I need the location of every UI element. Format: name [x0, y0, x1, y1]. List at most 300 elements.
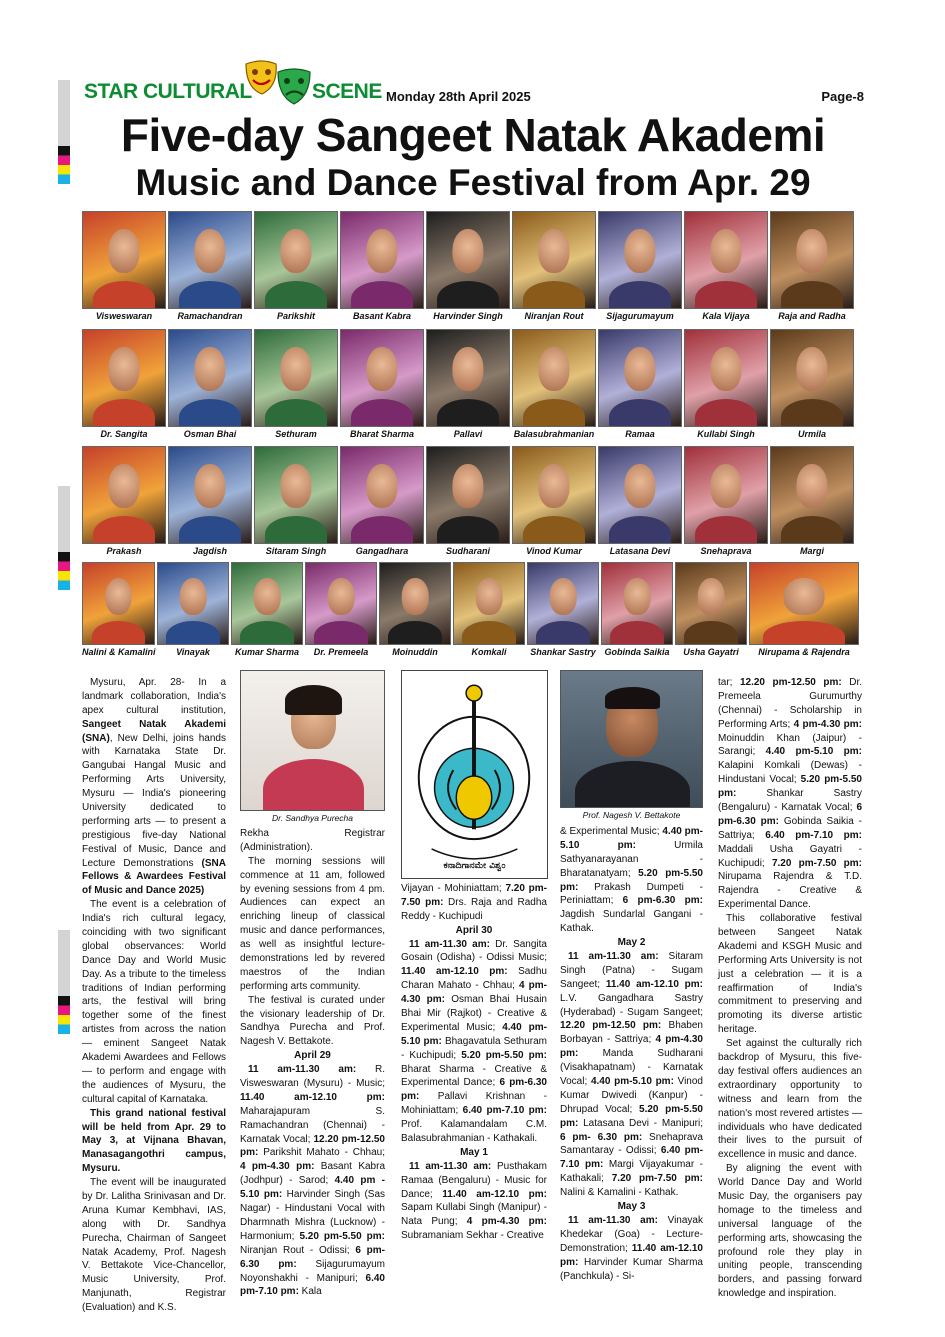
article-bold: Sangeet Natak Akademi (SNA): [82, 718, 226, 744]
artist-name-caption: Ramaa: [625, 429, 655, 439]
artist-photo: [598, 211, 682, 309]
schedule-list: [560, 950, 703, 1200]
schedule-entry: Parikshit Mahato - Chhau;: [258, 1147, 385, 1159]
artist-face: [254, 578, 281, 615]
schedule-heading: April 29: [294, 1050, 331, 1062]
artist-body: [166, 621, 219, 645]
article-paragraph: The event will be inaugurated by Dr. Lalitha Srinivasan and Dr. Aruna Kumar Kembhavi, IAS, along with Dr. Sandhya Purecha, Chairman of Sangeet Natak Academy, Prof. Nagesh V. Bettakote Vice-Chancellor, Music University, Prof. Manjunath, Registrar (Evaluation) and K.S.: [82, 1177, 226, 1314]
artist-name-caption: Osman Bhai: [183, 429, 237, 439]
artist-name-caption: Basant Kabra: [352, 311, 412, 321]
artist-name-caption: Ramachandran: [177, 311, 243, 321]
artist-face: [698, 578, 725, 615]
schedule-time: 5.20 pm-5.50 pm:: [299, 1230, 385, 1242]
artist-photo: [675, 562, 747, 645]
artist-photo-card: [770, 446, 854, 556]
schedule-time: 6.40 pm-7.10 pm:: [240, 1272, 385, 1298]
schedule-time: 12.20 pm-12.50 pm:: [240, 1133, 385, 1159]
artist-body: [684, 621, 737, 645]
schedule-time: 11.40 am-12.10 pm:: [560, 1242, 703, 1268]
schedule-entry: Moinuddin Khan (Jaipur) - Sarangi;: [718, 732, 862, 758]
schedule-time: 11 am-11.30 am:: [409, 1160, 492, 1172]
schedule-time: 4.40 pm-5.10 pm:: [765, 746, 862, 758]
artist-photo: [168, 446, 252, 544]
artist-photo-card: [512, 329, 596, 439]
artist-body: [610, 621, 663, 645]
schedule-entry: Maddali Usha Gayatri - Kuchipudi;: [718, 843, 862, 869]
artist-photo-card: [598, 211, 682, 321]
artist-face: [538, 347, 569, 391]
artist-face: [783, 578, 824, 615]
artist-body: [437, 399, 499, 427]
artist-name-caption: Prakash: [106, 546, 142, 556]
artist-photo: [157, 562, 229, 645]
artist-photo-card: [426, 211, 510, 321]
artist-body: [179, 516, 241, 544]
artist-name-caption: Komkali: [471, 647, 507, 657]
artist-name-caption: Harvinder Singh: [433, 311, 503, 321]
schedule-entry: Jagdish Sundarlal Gangani - Kathak.: [560, 909, 703, 935]
schedule-entry: Vinayak Khedekar (Goa) - Lecture-Demonstration;: [560, 1214, 703, 1254]
artist-photo-card: [770, 211, 854, 321]
schedule-time: 4 pm-4.30 pm:: [560, 1034, 703, 1060]
artist-photo: [305, 562, 377, 645]
photo-row-4: [82, 562, 859, 657]
artist-name-caption: Gobinda Saikia: [604, 647, 670, 657]
artist-name-caption: Niranjan Rout: [524, 311, 584, 321]
schedule-time: 11 am-11.30 am:: [568, 1214, 658, 1226]
schedule-time: 7.20 pm-7.50 pm:: [611, 1173, 703, 1185]
schedule-time: 4 pm-4.30 pm:: [793, 718, 862, 730]
artist-name-caption: Sitaram Singh: [265, 546, 327, 556]
artist-name-caption: Jagdish: [192, 546, 227, 556]
artist-photo-card: [601, 562, 673, 657]
schedule-time: 12.20 pm-12.50 pm:: [739, 677, 842, 688]
artist-photo: [340, 446, 424, 544]
artist-body: [93, 281, 155, 309]
artist-face: [710, 464, 741, 508]
artist-photo-card: [749, 562, 859, 657]
schedule-time: 4.40 pm-5.10 pm:: [401, 1021, 547, 1047]
article-text: , New Delhi, joins hands with Karnataka State Dr. Gangubai Hangal Music and Performing Arts University, Mysuru — India's pioneering University dedicated to performing arts — to present a prestigious five-day National Festival of Music, Dance and Lecture Demonstrations: [82, 732, 226, 869]
schedule-list: [401, 938, 547, 1146]
artist-body: [523, 516, 585, 544]
schedule-entry: Snehaprava Samantaray - Odissi;: [560, 1131, 703, 1157]
photo-nagesh-bettakote: [560, 670, 703, 808]
schedule-heading: May 1: [460, 1146, 488, 1158]
artist-photo: [770, 329, 854, 427]
artist-photo-card: [305, 562, 377, 657]
artist-body: [462, 621, 515, 645]
schedule-entry: Dr. Sangita Gosain (Odisha) - Odissi Music;: [401, 938, 547, 964]
artist-face: [194, 229, 225, 273]
schedule-entry: Bhagavatula Sethuram - Kuchipudi;: [401, 1035, 547, 1061]
artist-name-caption: Urmila: [797, 429, 826, 439]
artist-face: [796, 347, 827, 391]
schedule-time: 11.40 am-12.10 pm:: [401, 966, 508, 978]
artist-face: [280, 464, 311, 508]
artist-face: [105, 578, 132, 615]
artist-name-caption: Parikshit: [276, 311, 316, 321]
artist-body: [351, 281, 413, 309]
artist-photo: [426, 329, 510, 427]
schedule-list: [401, 1160, 547, 1243]
schedule-entry: Sadhu Charan Mahato - Chhau;: [401, 966, 547, 992]
artist-name-caption: Visweswaran: [95, 311, 153, 321]
artist-photo-card: [770, 329, 854, 439]
artist-photo-card: [426, 446, 510, 556]
schedule-entry: Kalapini Komkali (Dewas) - Hindustani Vocal;: [718, 760, 862, 786]
schedule-time: 5.20 pm-5.50 pm:: [560, 1103, 703, 1129]
artist-photo: [684, 446, 768, 544]
artist-photo-card: [254, 211, 338, 321]
artist-photo: [82, 562, 155, 645]
registration-mark: [58, 996, 70, 1034]
artist-photo-card: [426, 329, 510, 439]
artist-photo-card: [82, 329, 166, 439]
artist-photo: [770, 211, 854, 309]
schedule-time: 6 pm-6.30 pm:: [240, 1244, 386, 1270]
artist-photo-card: [340, 211, 424, 321]
schedule-entry: tar;: [718, 677, 740, 688]
artist-name-caption: Kullabi Singh: [697, 429, 755, 439]
schedule-time: 12.20 pm-12.50 pm:: [560, 1020, 662, 1032]
university-emblem: [401, 670, 548, 879]
artist-photo: [254, 211, 338, 309]
brand-left: STAR CULTURAL: [84, 80, 252, 103]
artist-photo: [231, 562, 303, 645]
artist-name-caption: Balasubrahmanian: [513, 429, 595, 439]
article-paragraph: The morning sessions will commence at 11 am, followed by evening sessions from 4 pm. Audiences can expect an enriching lineup of classical music and dance performances, as well as insightful lecture-demonstrations led by revered maestros of the Indian performing arts community.: [240, 855, 385, 992]
artist-photo-card: [598, 446, 682, 556]
photo-row-2: [82, 329, 854, 439]
artist-photo-card: [340, 329, 424, 439]
registration-mark: [58, 146, 70, 184]
schedule-list: [560, 1214, 703, 1283]
schedule-entry: L.V. Gangadhara Sastry (Hyderabad) - Sugam Sangeet;: [560, 992, 703, 1018]
artist-body: [536, 621, 589, 645]
artist-face: [194, 347, 225, 391]
artist-photo-card: [254, 446, 338, 556]
schedule-entry: Latasana Devi - Manipuri;: [578, 1117, 703, 1129]
artist-face: [624, 578, 651, 615]
artist-face: [624, 229, 655, 273]
article-paragraph: This collaborative festival between Sangeet Natak Akademi and KSGH Music and Performing Arts University is not just a celebration — it is a reaffirmation of India's commitment to preserving and promoting its diverse artistic heritage.: [718, 913, 862, 1036]
schedule-time: 11 am-11.30 am:: [248, 1064, 357, 1076]
artist-photo-card: [254, 329, 338, 439]
artist-name-caption: Latasana Devi: [609, 546, 671, 556]
schedule-entry: Niranjan Rout - Odissi;: [240, 1244, 356, 1256]
artist-body: [437, 516, 499, 544]
article-bold: (SNA Fellows & Awardees Festival of Music and Dance 2025): [82, 857, 226, 897]
photo-sandhya-purecha: [240, 670, 385, 811]
schedule-time: 4 pm-4.30 pm:: [401, 980, 547, 1006]
artist-photo: [340, 211, 424, 309]
artist-face: [452, 347, 483, 391]
artist-photo: [426, 211, 510, 309]
article-column-4: [560, 825, 703, 1283]
artist-face: [710, 347, 741, 391]
schedule-entry: Basant Kabra (Jodhpur) - Sarod;: [240, 1161, 385, 1187]
caption-nagesh-bettakote: Prof. Nagesh V. Bettakote: [582, 810, 681, 820]
artist-body: [265, 281, 327, 309]
article-paragraph: Rekha Registrar (Administration).: [240, 828, 385, 853]
artist-body: [93, 399, 155, 427]
artist-body: [93, 516, 155, 544]
artist-photo-card: [512, 211, 596, 321]
artist-face: [796, 229, 827, 273]
artist-body: [92, 621, 146, 645]
schedule-entry: Prof. Kalamandalam C.M. Balasubrahmanian - Kathakali.: [401, 1119, 547, 1145]
schedule-time: 5.20 pm-5.50 pm:: [461, 1049, 547, 1061]
article-paragraph: Set against the culturally rich backdrop of Mysuru, this five-day festival offers audiences an extraordinary opportunity to witness and learn from the nation's most revered artistes — individuals who have dedicated their lives to the pursuit of excellence in music and dance.: [718, 1038, 862, 1161]
artist-face: [624, 347, 655, 391]
artist-photo-card: [684, 446, 768, 556]
schedule-heading: May 3: [617, 1201, 646, 1213]
artist-face: [796, 464, 827, 508]
artist-name-caption: Gangadhara: [355, 546, 409, 556]
schedule-entry: Gobinda Saikia - Sattriya;: [718, 815, 862, 841]
margin-bar: [58, 486, 70, 552]
schedule-time: 6 pm-6.30 pm:: [401, 1077, 547, 1103]
artist-body: [240, 621, 293, 645]
article-paragraph-bold: This grand national festival will be held from Apr. 29 to May 3, at Vijnana Bhavan, Manasagangothri campus, Mysuru.: [82, 1107, 226, 1175]
artist-face: [476, 578, 503, 615]
artist-photo: [512, 329, 596, 427]
artist-name-caption: Shankar Sastry: [530, 647, 596, 657]
schedule-entry: Urmila Sathyanarayanan - Bharatanatyam;: [560, 839, 703, 879]
margin-bar: [58, 930, 70, 996]
artist-photo-card: [157, 562, 229, 657]
schedule-time: 7.20 pm-7.50 pm:: [401, 883, 547, 908]
headline-line2: Music and Dance Festival from Apr. 29: [135, 162, 811, 203]
artist-name-caption: Bharat Sharma: [349, 429, 415, 439]
artist-name-caption: Raja and Radha: [778, 311, 846, 321]
artist-photo-card: [168, 329, 252, 439]
article-paragraph: By aligning the event with World Dance Day and World Music Day, the organisers pay homage to the timeless and universal language of the performing arts, showcasing the profound role they play in uniting people, transcending borders, and passing forward knowledge and inspiration.: [718, 1163, 862, 1300]
artist-face: [366, 347, 397, 391]
schedule-list: [401, 882, 547, 924]
schedule-entry: Manda Sudharani (Visakhapatnam) - Karnatak Vocal;: [560, 1048, 703, 1088]
schedule-time: 11.40 am-12.10 pm:: [442, 1188, 547, 1200]
artist-body: [695, 399, 757, 427]
schedule-time: 4.40 pm-5.10 pm:: [560, 826, 703, 851]
artist-photo: [453, 562, 525, 645]
schedule-entry: Subramaniam Sekhar - Creative: [401, 1230, 544, 1242]
schedule-entry: Sijagurumayum Noyonshakhi - Manipuri;: [240, 1258, 385, 1284]
artist-photo: [426, 446, 510, 544]
artist-body: [695, 281, 757, 309]
schedule-time: 6.40 pm-7.10 pm:: [462, 1105, 547, 1117]
schedule-entry: Nalini & Kamalini - Kathak.: [560, 1187, 679, 1199]
schedule-time: 11 am-11.30 am:: [409, 938, 490, 950]
artist-face: [452, 229, 483, 273]
photo-row-1: [82, 211, 854, 321]
schedule-entry: Shankar Sastry (Bengaluru) - Karnatak Vocal;: [718, 788, 862, 814]
artist-body: [437, 281, 499, 309]
artist-face: [280, 347, 311, 391]
artist-body: [609, 281, 671, 309]
artist-photo-card: [379, 562, 451, 657]
artist-photo: [82, 211, 166, 309]
headline: [84, 109, 862, 203]
artist-photo: [379, 562, 451, 645]
schedule-time: 4 pm-4.30 pm:: [240, 1161, 315, 1173]
headline-line1: Five-day Sangeet Natak Akademi: [120, 109, 826, 161]
artist-photo: [512, 446, 596, 544]
artist-face: [108, 347, 139, 391]
artist-photo: [82, 329, 166, 427]
schedule-entry: Osman Bhai Husain Bhai Mir (Rajkot) - Creative & Experimental Music;: [401, 994, 547, 1033]
artist-name-caption: Usha Gayatri: [683, 647, 739, 657]
photo-row-3: [82, 446, 854, 556]
artist-face: [402, 578, 429, 615]
schedule-time: 11.40 am-12.10 pm:: [240, 1091, 385, 1103]
artist-body: [763, 621, 845, 645]
artist-name-caption: Snehaprava: [700, 546, 752, 556]
artist-body: [179, 281, 241, 309]
schedule-time: 6 pm- 6.30 pm:: [560, 1131, 643, 1143]
article-column-2: [240, 827, 385, 1299]
artist-face: [550, 578, 577, 615]
artist-body: [523, 399, 585, 427]
article-column-5: [718, 676, 862, 1301]
schedule-heading: May 2: [617, 937, 646, 949]
schedule-heading: April 30: [455, 924, 493, 936]
artist-photo-card: [598, 329, 682, 439]
artist-face: [624, 464, 655, 508]
theatre-masks-icon: [242, 58, 314, 106]
schedule-entry: Harvinder Singh (Sas Nagar) - Hindustani Vocal with Dharmnath Mishra (Lucknow) - Harmonium;: [240, 1189, 386, 1242]
schedule-entry: Pallavi Krishnan - Mohiniattam;: [401, 1091, 547, 1117]
artist-photo-card: [675, 562, 747, 657]
artist-photo: [254, 446, 338, 544]
artist-photo-card: [168, 211, 252, 321]
schedule-entry: Vinod Kumar Dwivedi (Kanpur) - Dhrupad Vocal;: [560, 1076, 703, 1115]
artist-body: [781, 399, 843, 427]
artist-name-caption: Vinod Kumar: [526, 546, 582, 556]
artist-photo-card: [168, 446, 252, 556]
brand-right: SCENE: [312, 80, 382, 103]
artist-photo: [684, 329, 768, 427]
artist-photo-card: [340, 446, 424, 556]
schedule-entry: Dr. Premeela Gurumurthy (Chennai) - Scholarship in Performing Arts;: [718, 677, 862, 730]
schedule-time: 6.40 pm-7.10 pm:: [765, 829, 862, 841]
artist-photo-card: [231, 562, 303, 657]
schedule-time: 7.20 pm-7.50 pm:: [771, 857, 862, 869]
artist-photo: [684, 211, 768, 309]
artist-name-caption: Sudharani: [445, 546, 490, 556]
artist-body: [695, 516, 757, 544]
artist-photo: [512, 211, 596, 309]
schedule-entry: Prakash Dumpeti - Periniattam;: [560, 881, 703, 907]
schedule-time: 4.40 pm-5.10 pm:: [590, 1076, 674, 1088]
schedule-entry: Drs. Raja and Radha Reddy - Kuchipudi: [401, 896, 547, 922]
emblem-motto: ಕನಾದಿಗಾನಮೇ ವಿಶ್ವಂ: [443, 861, 506, 871]
schedule-entry: Pusthakam Ramaa (Bengaluru) - Music for Dance;: [401, 1160, 547, 1200]
schedule-entry: Sapam Kullabi Singh (Manipur) - Nata Pung;: [401, 1202, 547, 1228]
artist-name-caption: Moinuddin: [392, 647, 438, 657]
artist-name-caption: Vinayak: [176, 647, 210, 657]
margin-bar: [58, 80, 70, 146]
artist-body: [314, 621, 367, 645]
artist-face: [194, 464, 225, 508]
artist-photo: [340, 329, 424, 427]
artist-face: [366, 229, 397, 273]
artist-photo-card: [82, 211, 166, 321]
artist-photo-card: [684, 329, 768, 439]
schedule-entry: Bhaben Borbayan - Sattriya;: [560, 1020, 703, 1046]
schedule-time: 11 am-11.30 am:: [568, 951, 659, 963]
artist-photo-card: [527, 562, 599, 657]
article-paragraph: The event is a celebration of India's rich cultural legacy, coinciding with two significant global observances: World Dance Day and World Music Day. As a tribute to the timeless traditions of Indian performing arts, the festival will bring together some of the finest artistes from across the nation — eminent Sangeet Natak Akademi Awardees and Fellows — to perform and engage with the audiences of Mysuru, the cultural capital of Karnataka.: [82, 899, 226, 1105]
artist-body: [609, 399, 671, 427]
artist-face: [366, 464, 397, 508]
artist-face: [280, 229, 311, 273]
schedule-list: [718, 676, 862, 912]
artist-body: [781, 516, 843, 544]
issue-date: Monday 28th April 2025: [386, 89, 531, 104]
artist-face: [538, 229, 569, 273]
article-column-1: [82, 676, 226, 1315]
artist-photo-card: [684, 211, 768, 321]
artist-photo-card: [82, 562, 155, 657]
artist-name-caption: Kala Vijaya: [702, 311, 750, 321]
artist-body: [609, 516, 671, 544]
artist-photo: [749, 562, 859, 645]
caption-sandhya-purecha: Dr. Sandhya Purecha: [272, 813, 353, 823]
schedule-time: 4.40 pm - 5.10 pm:: [240, 1175, 385, 1201]
artist-name-caption: Dr. Sangita: [100, 429, 148, 439]
masthead: [84, 80, 864, 106]
artist-photo: [527, 562, 599, 645]
artist-name-caption: Pallavi: [453, 429, 483, 439]
schedule-entry: Bharat Sharma - Creative & Experimental Dance;: [401, 1063, 547, 1089]
schedule-entry: Margi Vijayakumar - Kathakali;: [560, 1159, 704, 1185]
artist-name-caption: Dr. Premeela: [313, 647, 369, 657]
artist-name-caption: Sethuram: [275, 429, 317, 439]
artist-face: [180, 578, 207, 615]
schedule-entry: Nirupama Rajendra & T.D. Rajendra - Creative & Experimental Dance.: [718, 871, 862, 911]
article-paragraph: The festival is curated under the visionary leadership of Dr. Sandhya Purecha and Prof. Nagesh V. Bettakote.: [240, 994, 385, 1048]
article-column-3: [401, 882, 547, 1243]
schedule-time: 6.40 pm-7.10 pm:: [560, 1145, 703, 1171]
artist-body: [265, 516, 327, 544]
schedule-list: [240, 1063, 385, 1299]
schedule-entry: Vijayan - Mohiniattam;: [401, 883, 506, 894]
schedule-time: 6 pm-6.30 pm:: [718, 802, 862, 827]
schedule-entry: R. Visweswaran (Mysuru) - Music;: [240, 1064, 385, 1090]
schedule-entry: Sitaram Singh (Patna) - Sugam Sangeet;: [560, 951, 704, 990]
artist-photo: [598, 329, 682, 427]
artist-face: [108, 464, 139, 508]
artist-photo-card: [453, 562, 525, 657]
artist-photo: [168, 211, 252, 309]
schedule-entry: Harvinder Kumar Sharma (Panchkula) - Si-: [560, 1256, 703, 1282]
artist-body: [781, 281, 843, 309]
schedule-time: 4 pm-4.30 pm:: [466, 1216, 547, 1228]
schedule-time: 6 pm-6.30 pm:: [622, 895, 703, 907]
artist-body: [523, 281, 585, 309]
schedule-entry: Maharajapuram S. Ramachandran (Chennai) - Karnatak Vocal;: [240, 1105, 385, 1145]
schedule-time: 5.20 pm-5.50 pm:: [560, 867, 703, 893]
artist-photo-card: [512, 446, 596, 556]
artist-name-caption: Nalini & Kamalini: [82, 647, 156, 657]
artist-photo-card: [82, 446, 166, 556]
artist-photo: [601, 562, 673, 645]
artist-face: [538, 464, 569, 508]
schedule-list: [560, 825, 703, 936]
artist-name-caption: Margi: [799, 546, 824, 556]
